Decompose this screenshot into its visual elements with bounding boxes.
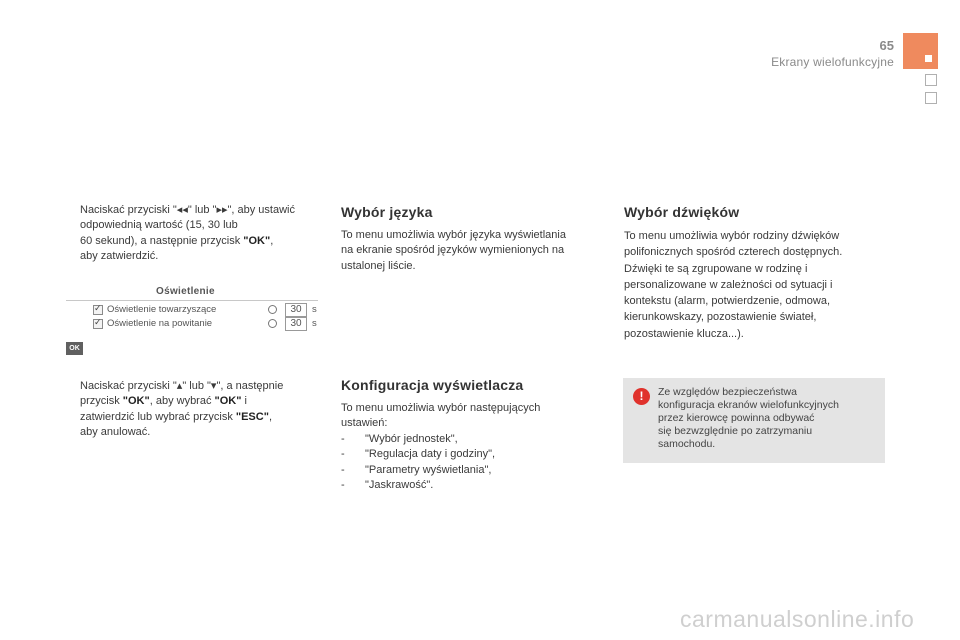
text-line xyxy=(80,234,330,249)
duration-unit: s xyxy=(312,304,317,315)
text: , xyxy=(268,410,272,423)
warning-text xyxy=(658,386,880,451)
text-line: ustawień: xyxy=(341,417,388,430)
text-line xyxy=(80,410,330,425)
chapter-title: Ekrany wielofunkcyjne xyxy=(771,55,894,69)
text-line: Ze względów bezpieczeństwa xyxy=(658,386,797,398)
text-line: To menu umożliwia wybór języka wyświetlania xyxy=(341,229,566,241)
display-config-heading: Konfiguracja wyświetlacza xyxy=(341,377,524,393)
text-line: To menu umożliwia wybór rodziny dźwięków xyxy=(624,230,840,242)
duration-value: 30 xyxy=(285,303,307,317)
safety-warning-box xyxy=(623,378,885,463)
screen-row-label: Oświetlenie na powitanie xyxy=(107,318,213,329)
text-line: na ekranie spośród języków wymienionych na xyxy=(341,244,565,257)
text: , xyxy=(270,234,274,247)
text-line: samochodu. xyxy=(658,438,716,450)
screen-ok-button: OK xyxy=(66,342,83,355)
duration-unit: s xyxy=(312,318,317,329)
text-line: kierunkowskazy, pozostawienie świateł, xyxy=(624,311,817,324)
clock-icon xyxy=(268,305,277,314)
text-line: Naciskać przyciski "◂◂" lub "▸▸", aby ustawić xyxy=(80,204,295,216)
text-line: To menu umożliwia wybór następujących xyxy=(341,402,541,414)
clock-icon xyxy=(268,319,277,328)
duration-value: 30 xyxy=(285,317,307,331)
instruction-step-1 xyxy=(80,203,330,265)
list-item: - "Jaskrawość". xyxy=(341,478,611,493)
list-item: - "Regulacja daty i godziny", xyxy=(341,447,611,462)
text: , aby wybrać xyxy=(149,395,215,408)
text-line: kontekstu (alarm, potwierdzenie, odmowa, xyxy=(624,295,831,308)
screen-row xyxy=(93,318,323,330)
list-item: - "Wybór jednostek", xyxy=(341,432,611,447)
checkbox-icon xyxy=(93,305,103,315)
ok-key-label: "OK" xyxy=(214,395,242,408)
text-line: odpowiednią wartość (15, 30 lub xyxy=(80,219,238,232)
screen-row-label: Oświetlenie towarzyszące xyxy=(107,304,217,315)
language-description xyxy=(341,228,611,274)
page-square-icon xyxy=(925,74,937,86)
text-line: Dźwięki te są zgrupowane w rodzinę i xyxy=(624,262,808,275)
text-line: aby anulować. xyxy=(80,426,151,439)
watermark: carmanualsonline.info xyxy=(680,606,915,632)
text: zatwierdzić lub wybrać przycisk xyxy=(80,410,236,423)
instruction-step-2 xyxy=(80,379,330,441)
text: 60 sekund), a następnie przycisk xyxy=(80,234,244,247)
text-line: przez kierowcę powinna odbywać xyxy=(658,412,815,424)
tab-square-icon xyxy=(925,55,932,62)
text-line: aby zatwierdzić. xyxy=(80,250,159,263)
checkbox-icon xyxy=(93,319,103,329)
text-line: pozostawienie klucza...). xyxy=(624,327,744,340)
chapter-tab xyxy=(903,33,938,69)
page-square-icon xyxy=(925,92,937,104)
display-config-list xyxy=(341,432,611,494)
text-line xyxy=(80,394,330,409)
display-config-description xyxy=(341,401,611,493)
esc-key-label: "ESC" xyxy=(235,410,269,423)
sounds-description xyxy=(624,228,894,342)
text-line: Naciskać przyciski "▴" lub "▾", a następnie xyxy=(80,380,284,392)
screen-title: Oświetlenie xyxy=(156,286,215,297)
page-number: 65 xyxy=(879,38,894,53)
warning-icon: ! xyxy=(633,388,650,405)
ok-key-label: "OK" xyxy=(243,234,271,247)
text-line: ustalonej liście. xyxy=(341,259,416,272)
screen-divider xyxy=(66,300,318,301)
text-line: się bezwzględnie po zatrzymaniu xyxy=(658,425,813,437)
text-line: konfiguracja ekranów wielofunkcyjnych xyxy=(658,399,839,411)
list-item: - "Parametry wyświetlania", xyxy=(341,463,611,478)
text-line: polifonicznych spośród czterech dostępnych. xyxy=(624,246,843,259)
language-heading: Wybór języka xyxy=(341,204,433,220)
text-line: personalizowane w zależności od sytuacji i xyxy=(624,278,833,291)
text: i xyxy=(241,395,247,408)
screen-row xyxy=(93,304,323,316)
ok-key-label: "OK" xyxy=(122,395,150,408)
text: przycisk xyxy=(80,395,123,408)
sounds-heading: Wybór dźwięków xyxy=(624,204,740,220)
